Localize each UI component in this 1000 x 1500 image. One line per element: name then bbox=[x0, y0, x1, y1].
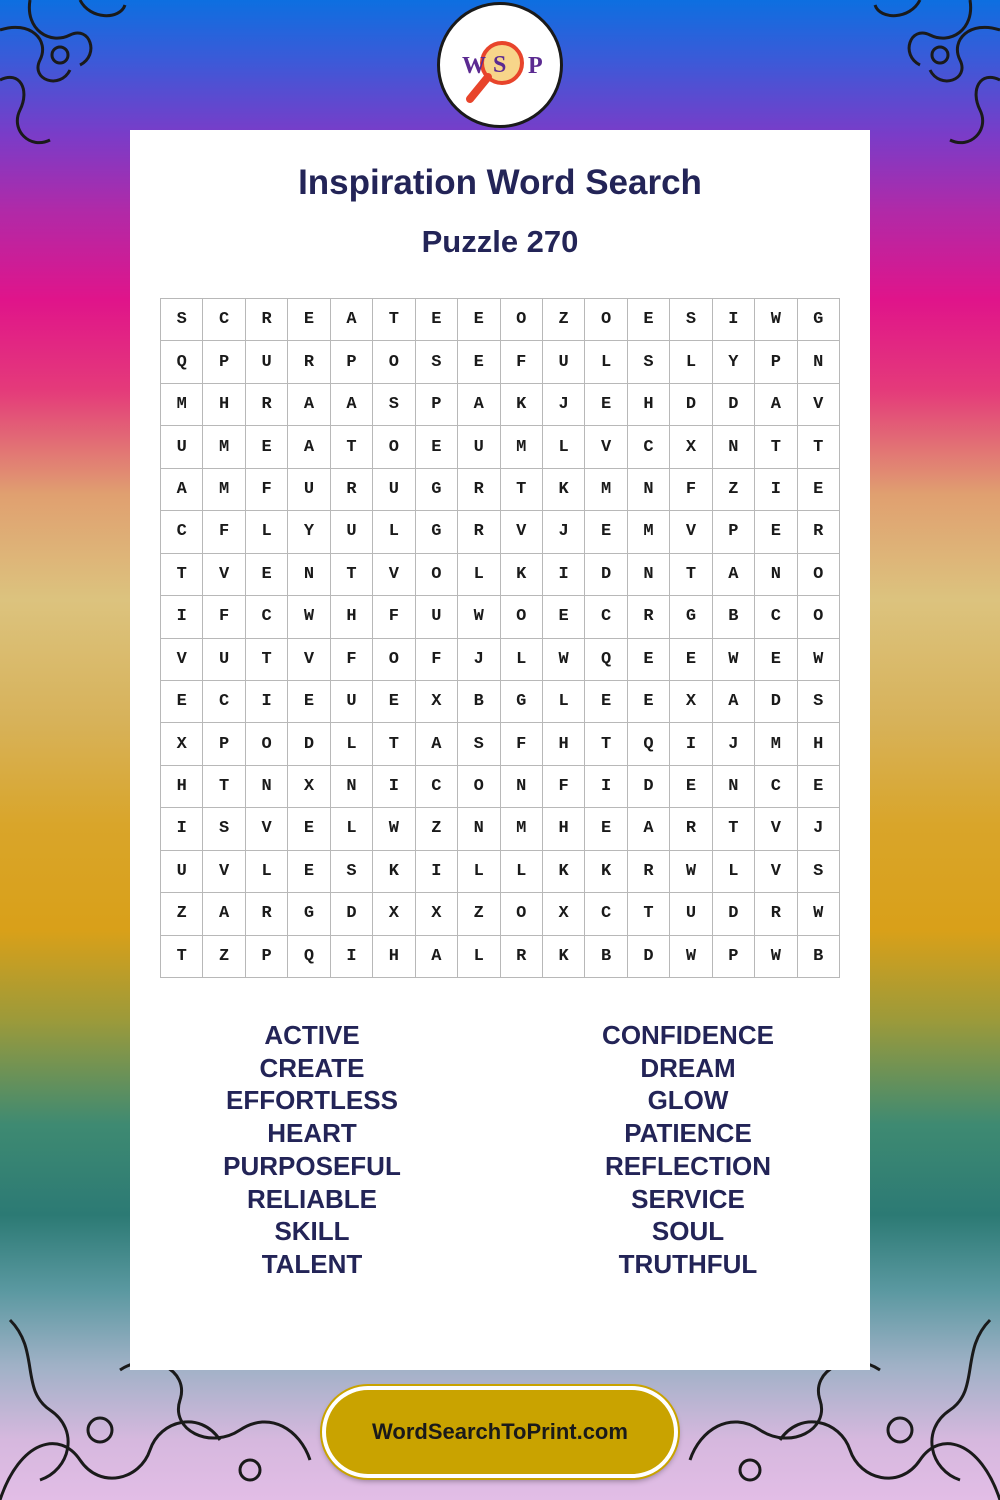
grid-cell[interactable]: R bbox=[628, 851, 670, 893]
grid-cell[interactable]: Z bbox=[713, 469, 755, 511]
grid-cell[interactable]: L bbox=[246, 511, 288, 553]
grid-cell[interactable]: S bbox=[203, 808, 245, 850]
grid-cell[interactable]: I bbox=[755, 469, 797, 511]
grid-cell[interactable]: T bbox=[628, 893, 670, 935]
grid-cell[interactable]: R bbox=[246, 384, 288, 426]
grid-cell[interactable]: U bbox=[161, 426, 203, 468]
grid-cell[interactable]: T bbox=[331, 426, 373, 468]
word-list-item: PURPOSEFUL bbox=[223, 1150, 401, 1181]
grid-cell[interactable]: H bbox=[373, 936, 415, 978]
grid-cell[interactable]: U bbox=[458, 426, 500, 468]
grid-cell[interactable]: I bbox=[543, 554, 585, 596]
grid-cell[interactable]: A bbox=[416, 723, 458, 765]
grid-cell[interactable]: R bbox=[246, 893, 288, 935]
grid-cell[interactable]: A bbox=[161, 469, 203, 511]
word-list-left bbox=[124, 1019, 500, 1281]
grid-cell[interactable]: U bbox=[246, 341, 288, 383]
grid-cell[interactable]: J bbox=[458, 639, 500, 681]
grid-cell[interactable]: I bbox=[246, 681, 288, 723]
grid-cell[interactable]: J bbox=[543, 511, 585, 553]
grid-cell[interactable]: E bbox=[798, 766, 840, 808]
grid-cell[interactable]: T bbox=[246, 639, 288, 681]
grid-cell[interactable]: X bbox=[416, 681, 458, 723]
grid-cell[interactable]: Z bbox=[203, 936, 245, 978]
grid-cell[interactable]: C bbox=[246, 596, 288, 638]
grid-cell[interactable]: F bbox=[203, 596, 245, 638]
grid-cell[interactable]: A bbox=[331, 299, 373, 341]
grid-cell[interactable]: J bbox=[543, 384, 585, 426]
grid-cell[interactable]: I bbox=[331, 936, 373, 978]
grid-cell[interactable]: S bbox=[331, 851, 373, 893]
grid-cell[interactable]: U bbox=[288, 469, 330, 511]
grid-cell[interactable]: E bbox=[585, 511, 627, 553]
grid-cell[interactable]: W bbox=[670, 851, 712, 893]
grid-cell[interactable]: O bbox=[501, 299, 543, 341]
grid-cell[interactable]: V bbox=[203, 554, 245, 596]
corner-flourish-top-left bbox=[0, 0, 150, 150]
grid-cell[interactable]: D bbox=[628, 766, 670, 808]
grid-cell[interactable]: L bbox=[458, 851, 500, 893]
grid-cell[interactable]: S bbox=[458, 723, 500, 765]
grid-cell[interactable]: P bbox=[331, 341, 373, 383]
grid-cell[interactable]: F bbox=[416, 639, 458, 681]
grid-cell[interactable]: A bbox=[628, 808, 670, 850]
grid-cell[interactable]: R bbox=[670, 808, 712, 850]
grid-cell[interactable]: T bbox=[373, 723, 415, 765]
grid-cell[interactable]: E bbox=[288, 681, 330, 723]
word-list-item: DREAM bbox=[640, 1052, 736, 1083]
grid-cell[interactable]: L bbox=[331, 808, 373, 850]
grid-cell[interactable]: E bbox=[246, 554, 288, 596]
grid-cell[interactable]: H bbox=[543, 723, 585, 765]
grid-cell[interactable]: X bbox=[670, 426, 712, 468]
grid-cell[interactable]: S bbox=[373, 384, 415, 426]
grid-cell[interactable]: D bbox=[713, 893, 755, 935]
grid-cell[interactable]: K bbox=[585, 851, 627, 893]
grid-cell[interactable]: V bbox=[755, 808, 797, 850]
grid-cell[interactable]: D bbox=[670, 384, 712, 426]
grid-cell[interactable]: L bbox=[501, 639, 543, 681]
grid-cell[interactable]: F bbox=[331, 639, 373, 681]
grid-cell[interactable]: M bbox=[203, 426, 245, 468]
grid-cell[interactable]: F bbox=[501, 341, 543, 383]
grid-cell[interactable]: N bbox=[755, 554, 797, 596]
grid-cell[interactable]: E bbox=[416, 426, 458, 468]
grid-cell[interactable]: W bbox=[670, 936, 712, 978]
grid-cell[interactable]: R bbox=[755, 893, 797, 935]
grid-cell[interactable]: G bbox=[288, 893, 330, 935]
grid-cell[interactable]: E bbox=[458, 341, 500, 383]
grid-cell[interactable]: D bbox=[585, 554, 627, 596]
grid-cell[interactable]: W bbox=[458, 596, 500, 638]
grid-cell[interactable]: T bbox=[203, 766, 245, 808]
grid-cell[interactable]: Q bbox=[161, 341, 203, 383]
grid-cell[interactable]: E bbox=[585, 681, 627, 723]
word-list-item: PATIENCE bbox=[624, 1118, 752, 1149]
grid-cell[interactable]: L bbox=[458, 936, 500, 978]
grid-cell[interactable]: U bbox=[161, 851, 203, 893]
grid-cell[interactable]: U bbox=[373, 469, 415, 511]
grid-cell[interactable]: A bbox=[331, 384, 373, 426]
grid-cell[interactable]: F bbox=[501, 723, 543, 765]
grid-cell[interactable]: T bbox=[755, 426, 797, 468]
grid-cell[interactable]: W bbox=[798, 893, 840, 935]
grid-cell[interactable]: C bbox=[628, 426, 670, 468]
grid-cell[interactable]: N bbox=[713, 766, 755, 808]
grid-cell[interactable]: K bbox=[543, 851, 585, 893]
logo-letter-p: P bbox=[528, 53, 543, 79]
grid-cell[interactable]: F bbox=[203, 511, 245, 553]
grid-cell[interactable]: Z bbox=[161, 893, 203, 935]
grid-cell[interactable]: M bbox=[161, 384, 203, 426]
grid-cell[interactable]: R bbox=[458, 469, 500, 511]
grid-cell[interactable]: O bbox=[373, 426, 415, 468]
grid-cell[interactable]: X bbox=[543, 893, 585, 935]
grid-cell[interactable]: R bbox=[501, 936, 543, 978]
grid-cell[interactable]: E bbox=[161, 681, 203, 723]
grid-cell[interactable]: R bbox=[288, 341, 330, 383]
word-list-item: SKILL bbox=[274, 1216, 350, 1247]
word-list-item: ACTIVE bbox=[264, 1020, 360, 1050]
grid-cell[interactable]: O bbox=[798, 596, 840, 638]
grid-cell[interactable]: L bbox=[246, 851, 288, 893]
grid-cell[interactable]: W bbox=[755, 299, 797, 341]
grid-cell[interactable]: A bbox=[713, 554, 755, 596]
grid-cell[interactable]: T bbox=[798, 426, 840, 468]
grid-cell[interactable]: E bbox=[288, 808, 330, 850]
grid-cell[interactable]: B bbox=[713, 596, 755, 638]
grid-cell[interactable]: W bbox=[798, 639, 840, 681]
grid-cell[interactable]: I bbox=[713, 299, 755, 341]
grid-cell[interactable]: H bbox=[798, 723, 840, 765]
grid-cell[interactable]: L bbox=[373, 511, 415, 553]
grid-cell[interactable]: W bbox=[543, 639, 585, 681]
grid-cell[interactable]: Y bbox=[713, 341, 755, 383]
grid-cell[interactable]: T bbox=[161, 554, 203, 596]
grid-cell[interactable]: K bbox=[543, 936, 585, 978]
grid-cell[interactable]: E bbox=[628, 299, 670, 341]
grid-cell[interactable]: O bbox=[501, 893, 543, 935]
grid-cell[interactable]: R bbox=[628, 596, 670, 638]
grid-cell[interactable]: F bbox=[543, 766, 585, 808]
grid-cell[interactable]: L bbox=[670, 341, 712, 383]
grid-cell[interactable]: F bbox=[373, 596, 415, 638]
grid-cell[interactable]: E bbox=[670, 766, 712, 808]
grid-cell[interactable]: T bbox=[501, 469, 543, 511]
grid-cell[interactable]: D bbox=[331, 893, 373, 935]
grid-cell[interactable]: X bbox=[288, 766, 330, 808]
grid-cell[interactable]: P bbox=[203, 341, 245, 383]
grid-cell[interactable]: T bbox=[713, 808, 755, 850]
grid-cell[interactable]: K bbox=[501, 554, 543, 596]
grid-cell[interactable]: M bbox=[628, 511, 670, 553]
grid-cell[interactable]: F bbox=[246, 469, 288, 511]
word-list-item: EFFORTLESS bbox=[226, 1085, 398, 1116]
grid-cell[interactable]: E bbox=[755, 511, 797, 553]
grid-cell[interactable]: U bbox=[543, 341, 585, 383]
grid-cell[interactable]: O bbox=[458, 766, 500, 808]
grid-cell[interactable]: N bbox=[288, 554, 330, 596]
grid-cell[interactable]: S bbox=[798, 681, 840, 723]
grid-cell[interactable]: W bbox=[373, 808, 415, 850]
grid-cell[interactable]: M bbox=[755, 723, 797, 765]
word-list-item: GLOW bbox=[647, 1085, 729, 1116]
grid-cell[interactable]: E bbox=[798, 469, 840, 511]
letter-grid bbox=[160, 298, 840, 978]
grid-cell[interactable]: O bbox=[416, 554, 458, 596]
grid-cell[interactable]: E bbox=[628, 639, 670, 681]
grid-cell[interactable]: X bbox=[670, 681, 712, 723]
grid-cell[interactable]: M bbox=[501, 808, 543, 850]
word-list-item: RELIABLE bbox=[247, 1183, 377, 1214]
grid-cell[interactable]: L bbox=[543, 681, 585, 723]
grid-cell[interactable]: U bbox=[331, 681, 373, 723]
grid-cell[interactable]: P bbox=[416, 384, 458, 426]
grid-cell[interactable]: N bbox=[628, 554, 670, 596]
word-list-item: SERVICE bbox=[631, 1183, 745, 1214]
grid-cell[interactable]: U bbox=[331, 511, 373, 553]
grid-cell[interactable]: D bbox=[628, 936, 670, 978]
grid-cell[interactable]: J bbox=[798, 808, 840, 850]
grid-cell[interactable]: D bbox=[288, 723, 330, 765]
grid-cell[interactable]: V bbox=[501, 511, 543, 553]
word-list-item: SOUL bbox=[651, 1216, 725, 1247]
grid-cell[interactable]: V bbox=[246, 808, 288, 850]
grid-cell[interactable]: V bbox=[373, 554, 415, 596]
word-list-item: TALENT bbox=[261, 1248, 363, 1279]
grid-cell[interactable]: P bbox=[203, 723, 245, 765]
grid-cell[interactable]: W bbox=[288, 596, 330, 638]
grid-cell[interactable]: T bbox=[331, 554, 373, 596]
grid-cell[interactable]: E bbox=[416, 299, 458, 341]
grid-cell[interactable]: H bbox=[203, 384, 245, 426]
logo-letter-w: W bbox=[462, 53, 486, 79]
grid-cell[interactable]: T bbox=[670, 554, 712, 596]
grid-cell[interactable]: L bbox=[543, 426, 585, 468]
grid-cell[interactable]: N bbox=[331, 766, 373, 808]
grid-cell[interactable]: G bbox=[416, 469, 458, 511]
grid-cell[interactable]: R bbox=[246, 299, 288, 341]
grid-cell[interactable]: O bbox=[585, 299, 627, 341]
grid-cell[interactable]: A bbox=[713, 681, 755, 723]
grid-cell[interactable]: I bbox=[373, 766, 415, 808]
grid-cell[interactable]: T bbox=[161, 936, 203, 978]
grid-cell[interactable]: O bbox=[246, 723, 288, 765]
grid-cell[interactable]: P bbox=[246, 936, 288, 978]
page-title: Inspiration Word Search bbox=[298, 163, 702, 202]
word-list-item: CREATE bbox=[259, 1052, 365, 1083]
wsp-logo[interactable] bbox=[437, 2, 563, 128]
grid-cell[interactable]: S bbox=[161, 299, 203, 341]
grid-cell[interactable]: S bbox=[670, 299, 712, 341]
grid-cell[interactable]: Q bbox=[585, 639, 627, 681]
grid-cell[interactable]: E bbox=[458, 299, 500, 341]
grid-cell[interactable]: G bbox=[670, 596, 712, 638]
grid-cell[interactable]: H bbox=[628, 384, 670, 426]
grid-cell[interactable]: E bbox=[585, 808, 627, 850]
grid-cell[interactable]: I bbox=[416, 851, 458, 893]
grid-cell[interactable]: C bbox=[585, 893, 627, 935]
grid-cell[interactable]: W bbox=[713, 639, 755, 681]
grid-cell[interactable]: S bbox=[628, 341, 670, 383]
grid-cell[interactable]: A bbox=[755, 384, 797, 426]
word-list-item: REFLECTION bbox=[604, 1150, 772, 1181]
grid-cell[interactable]: L bbox=[501, 851, 543, 893]
grid-cell[interactable]: V bbox=[161, 639, 203, 681]
grid-cell[interactable]: P bbox=[755, 341, 797, 383]
grid-cell[interactable]: X bbox=[373, 893, 415, 935]
grid-cell[interactable]: R bbox=[798, 511, 840, 553]
grid-cell[interactable]: P bbox=[713, 936, 755, 978]
grid-cell[interactable]: K bbox=[501, 384, 543, 426]
grid-cell[interactable]: C bbox=[755, 766, 797, 808]
grid-cell[interactable]: Q bbox=[288, 936, 330, 978]
grid-cell[interactable]: F bbox=[670, 469, 712, 511]
grid-cell[interactable]: V bbox=[798, 384, 840, 426]
grid-cell[interactable]: D bbox=[713, 384, 755, 426]
grid-cell[interactable]: V bbox=[203, 851, 245, 893]
grid-cell[interactable]: E bbox=[585, 384, 627, 426]
word-list-right bbox=[500, 1019, 876, 1281]
grid-cell[interactable]: G bbox=[501, 681, 543, 723]
grid-cell[interactable]: E bbox=[628, 681, 670, 723]
grid-cell[interactable]: O bbox=[501, 596, 543, 638]
grid-cell[interactable]: E bbox=[543, 596, 585, 638]
grid-cell[interactable]: A bbox=[203, 893, 245, 935]
word-list-item: TRUTHFUL bbox=[618, 1248, 758, 1279]
grid-cell[interactable]: K bbox=[543, 469, 585, 511]
grid-cell[interactable]: N bbox=[628, 469, 670, 511]
grid-cell[interactable]: N bbox=[458, 808, 500, 850]
grid-cell[interactable]: C bbox=[416, 766, 458, 808]
word-list-item: HEART bbox=[267, 1118, 357, 1149]
corner-flourish-top-right bbox=[850, 0, 1000, 150]
grid-cell[interactable]: M bbox=[585, 469, 627, 511]
grid-cell[interactable]: C bbox=[203, 681, 245, 723]
grid-cell[interactable]: N bbox=[246, 766, 288, 808]
grid-cell[interactable]: S bbox=[416, 341, 458, 383]
grid-cell[interactable]: O bbox=[373, 639, 415, 681]
grid-cell[interactable]: L bbox=[713, 851, 755, 893]
grid-cell[interactable]: I bbox=[670, 723, 712, 765]
grid-cell[interactable]: E bbox=[288, 299, 330, 341]
grid-cell[interactable]: C bbox=[585, 596, 627, 638]
grid-cell[interactable]: H bbox=[331, 596, 373, 638]
grid-cell[interactable]: T bbox=[373, 299, 415, 341]
grid-cell[interactable]: Z bbox=[458, 893, 500, 935]
grid-cell[interactable]: V bbox=[288, 639, 330, 681]
logo-letter-s: S bbox=[493, 52, 507, 78]
grid-cell[interactable]: M bbox=[203, 469, 245, 511]
grid-cell[interactable]: W bbox=[755, 936, 797, 978]
grid-cell[interactable]: E bbox=[246, 426, 288, 468]
grid-cell[interactable]: T bbox=[585, 723, 627, 765]
grid-cell[interactable]: L bbox=[585, 341, 627, 383]
grid-cell[interactable]: O bbox=[373, 341, 415, 383]
grid-cell[interactable]: V bbox=[670, 511, 712, 553]
grid-cell[interactable]: L bbox=[458, 554, 500, 596]
grid-cell[interactable]: R bbox=[458, 511, 500, 553]
grid-cell[interactable]: Q bbox=[628, 723, 670, 765]
puzzle-number: Puzzle 270 bbox=[421, 224, 579, 259]
grid-cell[interactable]: A bbox=[288, 426, 330, 468]
site-link-button[interactable] bbox=[322, 1386, 678, 1478]
grid-cell[interactable]: E bbox=[373, 681, 415, 723]
site-link-label: WordSearchToPrint.com bbox=[372, 1419, 628, 1444]
grid-cell[interactable]: N bbox=[798, 341, 840, 383]
grid-cell[interactable]: E bbox=[288, 851, 330, 893]
grid-cell[interactable]: B bbox=[585, 936, 627, 978]
grid-cell[interactable]: A bbox=[458, 384, 500, 426]
grid-cell[interactable]: M bbox=[501, 426, 543, 468]
grid-cell[interactable]: K bbox=[373, 851, 415, 893]
grid-cell[interactable]: V bbox=[585, 426, 627, 468]
grid-cell[interactable]: S bbox=[798, 851, 840, 893]
grid-cell[interactable]: E bbox=[670, 639, 712, 681]
grid-cell[interactable]: C bbox=[161, 511, 203, 553]
grid-cell[interactable]: P bbox=[713, 511, 755, 553]
grid-cell[interactable]: X bbox=[161, 723, 203, 765]
grid-cell[interactable]: G bbox=[798, 299, 840, 341]
grid-cell[interactable]: A bbox=[416, 936, 458, 978]
grid-cell[interactable]: U bbox=[203, 639, 245, 681]
grid-cell[interactable]: U bbox=[670, 893, 712, 935]
grid-cell[interactable]: D bbox=[755, 681, 797, 723]
grid-cell[interactable]: O bbox=[798, 554, 840, 596]
grid-cell[interactable]: H bbox=[161, 766, 203, 808]
grid-cell[interactable]: C bbox=[755, 596, 797, 638]
grid-cell[interactable]: V bbox=[755, 851, 797, 893]
grid-cell[interactable]: C bbox=[203, 299, 245, 341]
grid-cell[interactable]: E bbox=[755, 639, 797, 681]
word-list-item: CONFIDENCE bbox=[602, 1020, 774, 1050]
grid-cell[interactable]: R bbox=[331, 469, 373, 511]
grid-cell[interactable]: G bbox=[416, 511, 458, 553]
grid-cell[interactable]: H bbox=[543, 808, 585, 850]
grid-cell[interactable]: Y bbox=[288, 511, 330, 553]
grid-cell[interactable]: L bbox=[331, 723, 373, 765]
grid-cell[interactable]: N bbox=[501, 766, 543, 808]
grid-cell[interactable]: Z bbox=[543, 299, 585, 341]
grid-cell[interactable]: I bbox=[161, 596, 203, 638]
grid-cell[interactable]: I bbox=[161, 808, 203, 850]
magnifier-icon bbox=[440, 5, 560, 125]
grid-cell[interactable]: B bbox=[798, 936, 840, 978]
grid-cell[interactable]: I bbox=[585, 766, 627, 808]
grid-cell[interactable]: Z bbox=[416, 808, 458, 850]
grid-cell[interactable]: J bbox=[713, 723, 755, 765]
grid-cell[interactable]: U bbox=[416, 596, 458, 638]
grid-cell[interactable]: X bbox=[416, 893, 458, 935]
grid-cell[interactable]: B bbox=[458, 681, 500, 723]
grid-cell[interactable]: N bbox=[713, 426, 755, 468]
grid-cell[interactable]: A bbox=[288, 384, 330, 426]
